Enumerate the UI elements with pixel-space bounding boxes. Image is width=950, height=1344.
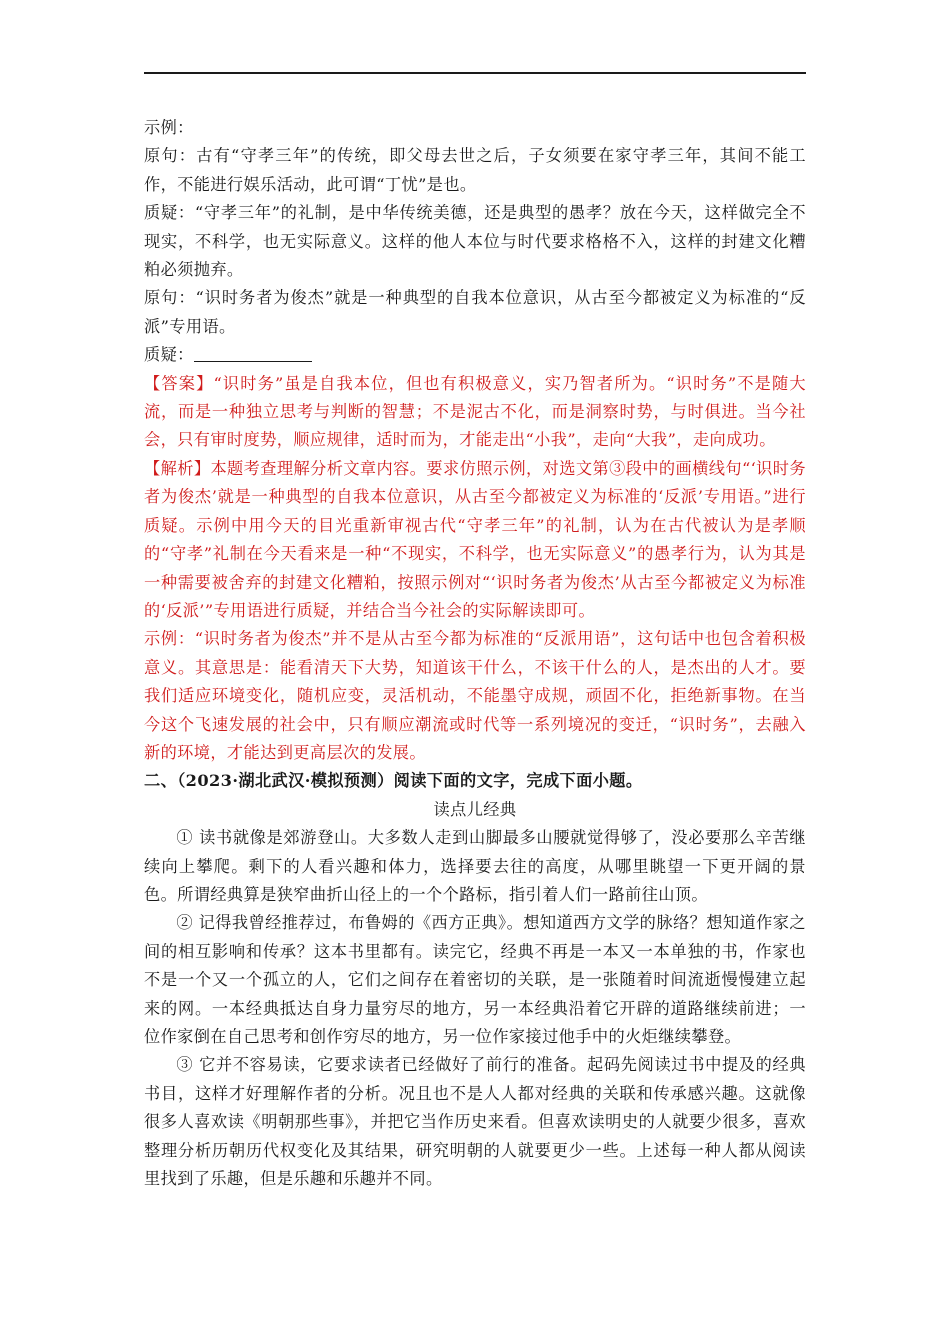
article-paragraph-1: ① 读书就像是郊游登山。大多数人走到山脚最多山腰就觉得够了，没必要那么辛苦继续向上攀爬。剩下的人看兴趣和体力，选择要去往的高度，从哪里眺望一下更开阔的景色。所谓经典算是狭窄曲折山径上的一个个路标，指引着人们一路前往山顶。 xyxy=(144,828,806,904)
example-heading: 示例： xyxy=(144,118,194,137)
section-2-heading: 二、（2023·湖北武汉·模拟预测）阅读下面的文字，完成下面小题。 xyxy=(144,771,643,791)
question-2-label: 质疑： xyxy=(144,345,194,365)
example-original-2: 原句：“识时务者为俊杰”就是一种典型的自我本位意识，从古至今都被定义为标准的“反派”专用语。 xyxy=(144,288,806,336)
analysis-block: 【解析】本题考查理解分析文章内容。要求仿照示例，对选文第③段中的画横线句“‘识时务者为俊杰’就是一种典型的自我本位意识，从古至今都被定义为标准的‘反派’专用语。”进行质疑。示例中用今天的目光重新审视古代“守孝三年”的礼制，认为在古代被认为是孝顺的“守孝”礼制在今天看来是一种“不现实，不科学，也无实际意义”的愚孝行为，认为其是一种需要被舍弃的封建文化糟粕，按照示例对“‘识时务者为俊杰’从古至今都被定义为标准的‘反派’”专用语进行质疑，并结合当今社会的实际解读即可。 xyxy=(144,458,806,620)
example-question-1: 质疑：“守孝三年”的礼制，是中华传统美德，还是典型的愚孝？放在今天，这样做完全不现实，不科学，也无实际意义。这样的他人本位与时代要求格格不入，这样的封建文化糟粕必须抛弃。 xyxy=(144,203,806,280)
question-2-line xyxy=(144,341,806,369)
example-original-1: 原句：古有“守孝三年”的传统，即父母去世之后，子女须要在家守孝三年，其间不能工作，不能进行娱乐活动，此可谓“丁忧”是也。 xyxy=(144,146,806,194)
analysis-example: 示例：“识时务者为俊杰”并不是从古至今都为标准的“反派用语”，这句话中也包含着积极意义。其意思是：能看清天下大势，知道该干什么，不该干什么的人，是杰出的人才。要我们适应环境变化，随机应变，灵活机动，不能墨守成规，顽固不化，拒绝新事物。在当今这个飞速发展的社会中，只有顺应潮流或时代等一系列境况的变迁，“识时务”，去融入新的环境，才能达到更高层次的发展。 xyxy=(144,629,806,762)
answer-block: 【答案】“识时务”虽是自我本位，但也有积极意义，实乃智者所为。“识时务”不是随大流，而是一种独立思考与判断的智慧；不是泥古不化，而是洞察时势，与时俱进。当今社会，只有审时度势，顺应规律，适时而为，才能走出“小我”，走向“大我”，走向成功。 xyxy=(144,373,806,450)
article-title: 读点儿经典 xyxy=(433,799,517,819)
document-body xyxy=(144,114,806,1193)
article-paragraph-2: ② 记得我曾经推荐过，布鲁姆的《西方正典》。想知道西方文学的脉络？想知道作家之间的相互影响和传承？这本书里都有。读完它，经典不再是一本又一本单独的书，作家也不是一个又一个孤立的人，它们之间存在着密切的关联，是一张随着时间流逝慢慢建立起来的网。一本经典抵达自身力量穷尽的地方，另一本经典沿着它开辟的道路继续前进；一位作家倒在自己思考和创作穷尽的地方，另一位作家接过他手中的火炬继续攀登。 xyxy=(144,913,806,1046)
article-paragraph-3: ③ 它并不容易读，它要求读者已经做好了前行的准备。起码先阅读过书中提及的经典书目，这样才好理解作者的分析。况且也不是人人都对经典的关联和传承感兴趣。这就像很多人喜欢读《明朝那些事》，并把它当作历史来看。但喜欢读明史的人就要少很多，喜欢整理分析历朝历代权变化及其结果，研究明朝的人就要更少一些。上述每一种人都从阅读里找到了乐趣，但是乐趣和乐趣并不同。 xyxy=(144,1055,806,1189)
answer-blank xyxy=(194,343,312,362)
header-rule xyxy=(144,72,806,74)
